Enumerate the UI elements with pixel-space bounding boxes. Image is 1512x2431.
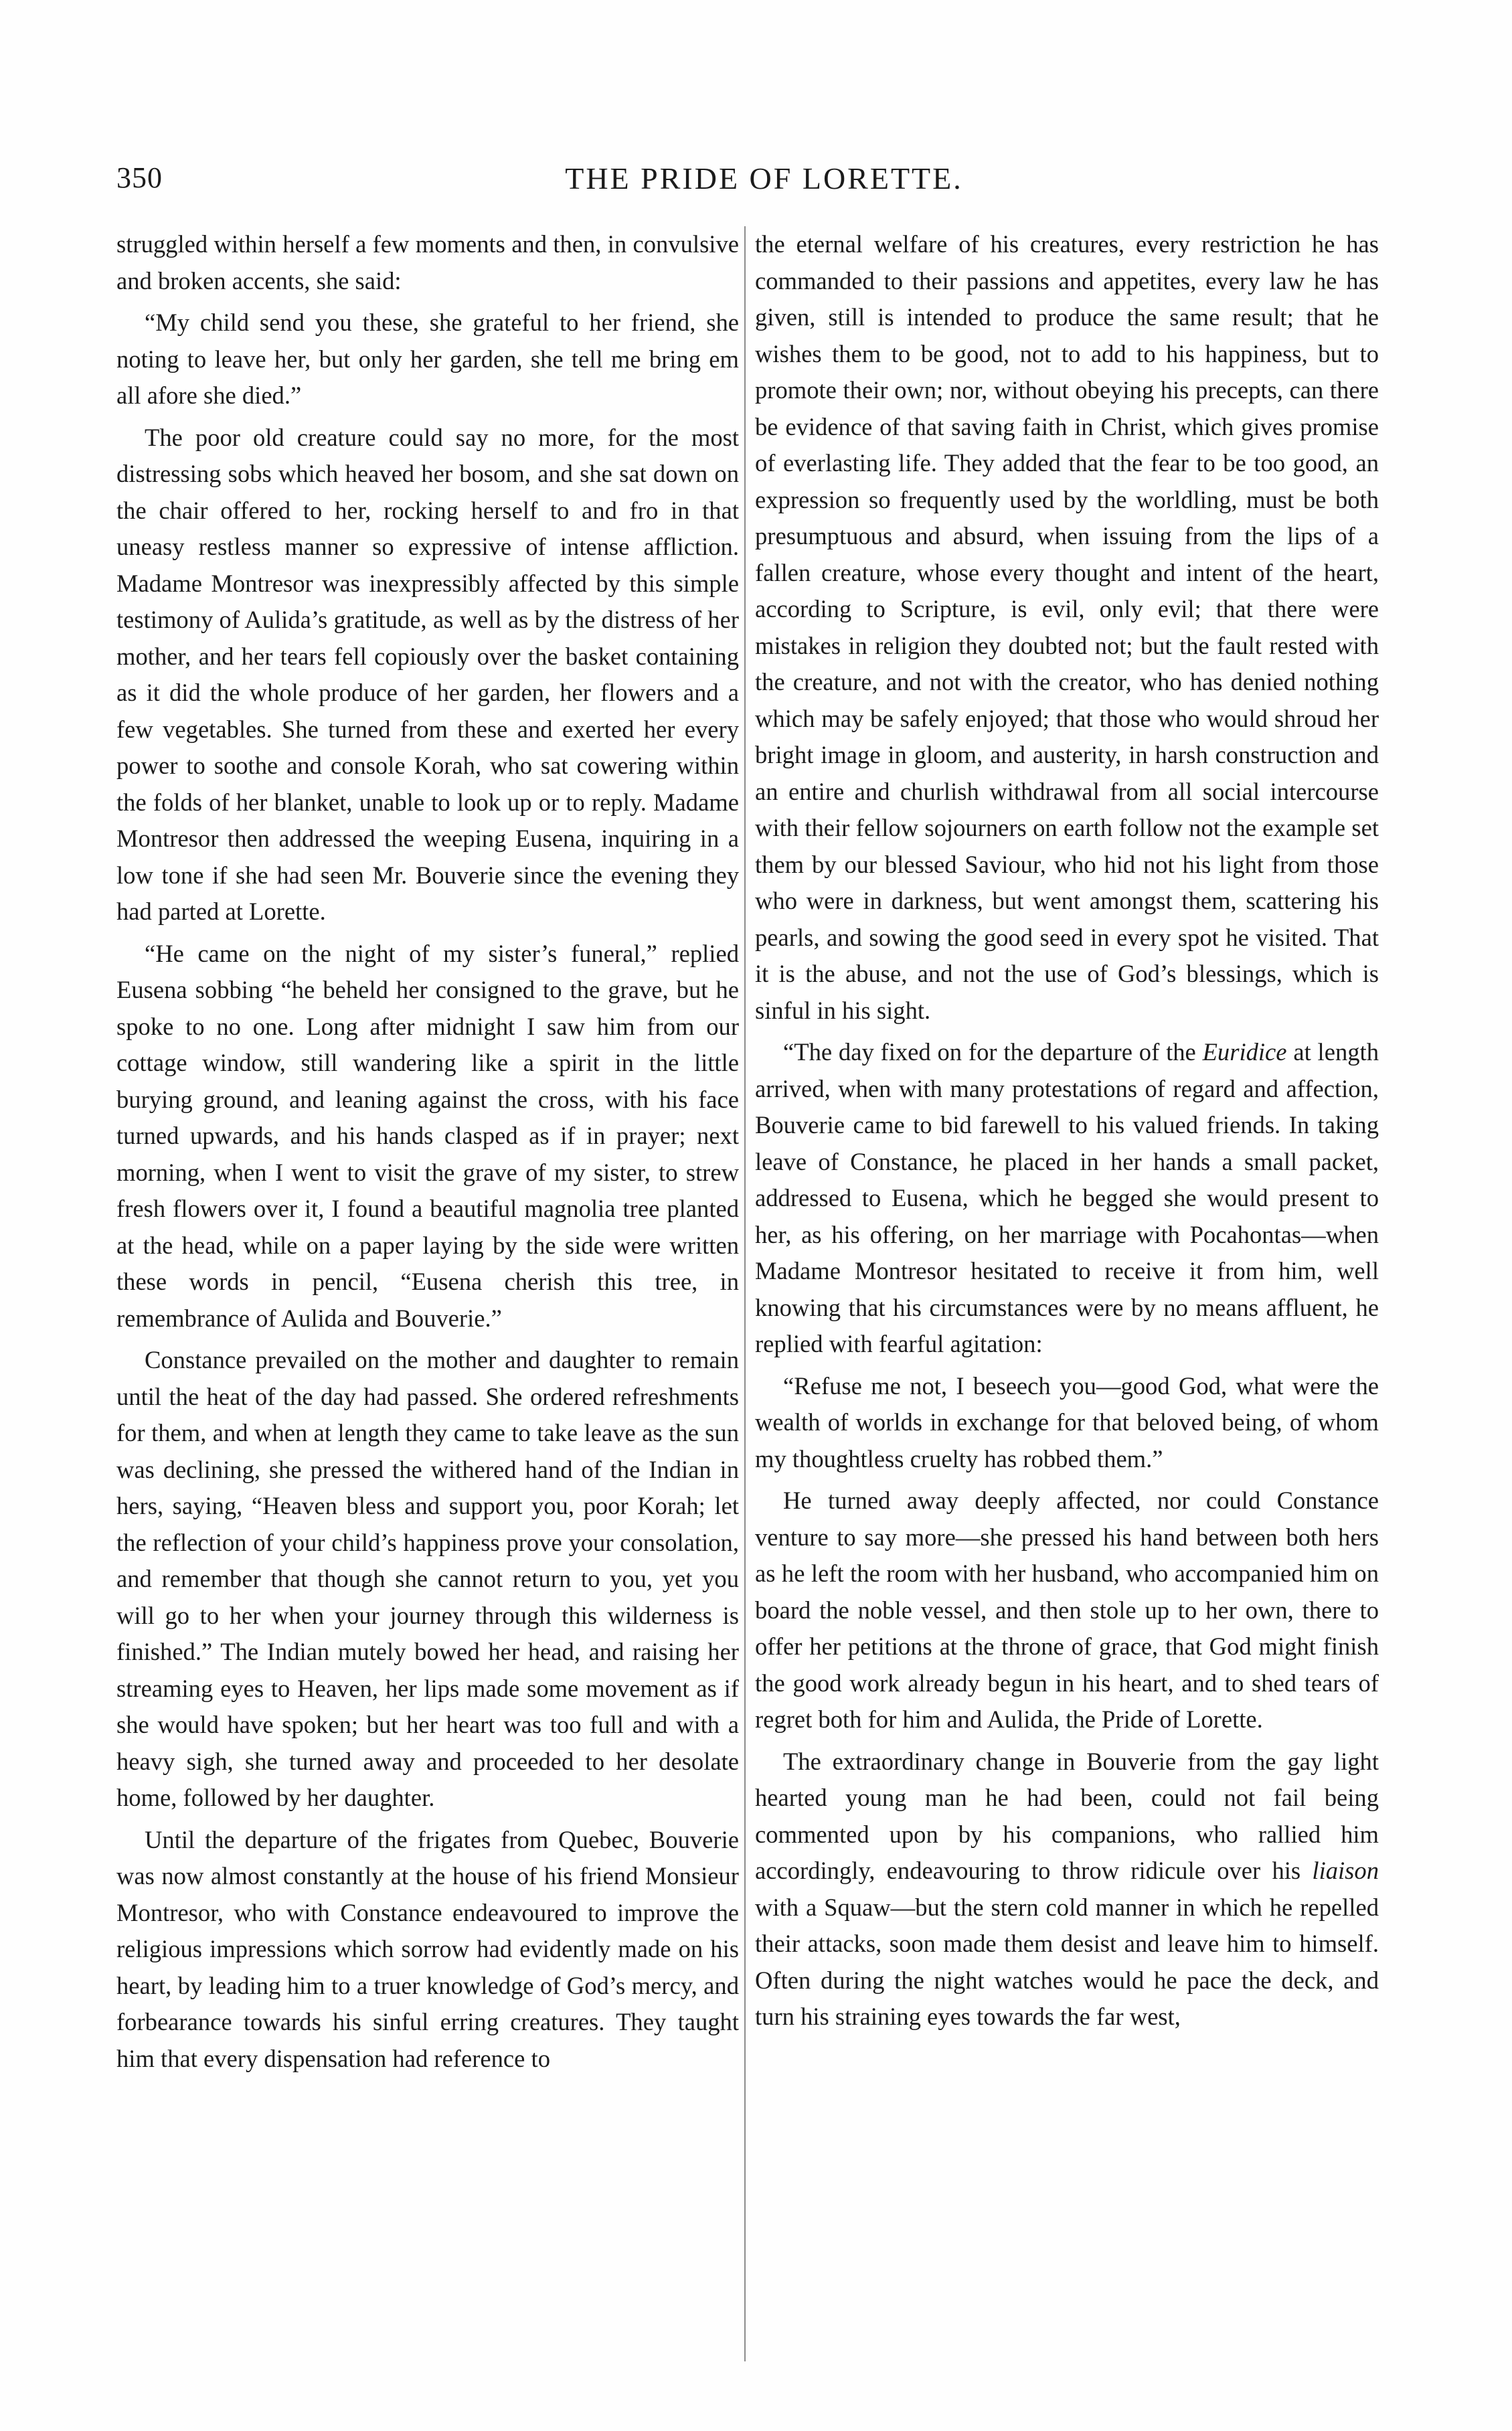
paragraph: Constance prevailed on the mother and daughter to remain until the heat of the day had passed. She ordered refreshments for them, and when at length they came to take leave as the sun was declining, she pressed the withered hand of the Indian in hers, saying, “Heaven bless and support you, poor Korah; let the reflection of your child’s happiness prove your consolation, and remember that though she cannot return to you, yet you will go to her when your journey through this wilderness is finished.” The Indian mutely bowed her head, and raising her streaming eyes to Heaven, her lips made some movement as if she would have spoken; but her heart was too full and with a heavy sigh, she turned away and proceeded to her desolate home, followed by her daughter. bbox=[116, 1346, 739, 1811]
ship-name: Euridice bbox=[1202, 1038, 1287, 1066]
paragraph: Until the departure of the frigates from Quebec, Bouverie was now almost constantly at the house of his friend Monsieur Montresor, who with Constance endeavoured to improve the religious impressions which sorrow had evidently made on his heart, by leading him to a truer knowledge of God’s mercy, and forbearance towards his sinful erring creatures. They taught him that every dispensation had reference to bbox=[116, 1825, 739, 2072]
paragraph bbox=[755, 1034, 1379, 1363]
text-run: at length arrived, when with many protestations of regard and affection, Bouverie came to bid farewell to his valued friends. In taking leave of Constance, he placed in her hands a small packet, addressed to Eusena, which he begged she would present to her, as his offering, on her marriage with Pocahontas—when Madame Montresor hesitated to receive it from him, well knowing that his circumstances were by no means affluent, he replied with fearful agitation: bbox=[755, 1038, 1379, 1357]
left-column bbox=[116, 226, 739, 2077]
paragraph: “My child send you these, she grateful to her friend, she noting to leave her, but only her garden, she tell me bring em all afore she died.” bbox=[116, 309, 739, 409]
running-head bbox=[116, 161, 1412, 207]
paragraph: He turned away deeply affected, nor could Constance venture to say more—she pressed his hand between both hers as he left the room with her husband, who accompanied him on board the noble vessel, and then stole up to her own, there to offer her petitions at the throne of grace, that God might finish the good work already begun in his heart, and to shed tears of regret both for him and Aulida, the Pride of Lorette. bbox=[755, 1487, 1379, 1733]
text-run: “The day fixed on for the departure of the bbox=[783, 1038, 1203, 1066]
paragraph bbox=[755, 1744, 1379, 2035]
paragraph: “Refuse me not, I beseech you—good God, what were the wealth of worlds in exchange for that beloved being, of whom my thoughtless cruelty has robbed them.” bbox=[755, 1371, 1379, 1473]
page-number: 350 bbox=[116, 161, 163, 194]
paragraph: “He came on the night of my sister’s funeral,” replied Eusena sobbing “he beheld her consigned to the grave, but he spoke to no one. Long after midnight I saw him from our cottage window, still wandering like a spirit in the little burying ground, and leaning against the cross, with his face turned upwards, and his hands clasped as if in prayer; next morning, when I went to visit the grave of my sister, to strew fresh flowers over it, I found a beautiful magnolia tree planted at the head, while on a paper laying by the side were written these words in pencil, “Eusena cherish this tree, in remembrance of Aulida and Bouverie.” bbox=[116, 939, 739, 1332]
text-run: with a Squaw—but the stern cold manner in which he repelled their attacks, soon made them desist and leave him to himself. Often during the night watches would he pace the deck, and turn his straining eyes towards the far west, bbox=[755, 1893, 1379, 2030]
text-run: The extraordinary change in Bouverie from the gay light hearted young man he had been, could not fail being commented upon by his companions, who rallied him accordingly, endeavouring to throw ridicule over his bbox=[755, 1747, 1379, 1884]
paragraph: The poor old creature could say no more, for the most distressing sobs which heaved her bosom, and she sat down on the chair offered to her, rocking herself to and fro in that uneasy restless manner so expressive of intense affliction. Madame Montresor was inexpressibly affected by this simple testimony of Aulida’s gratitude, as well as by the distress of her mother, and her tears fell copiously over the basket containing as it did the whole produce of her garden, her flowers and a few vegetables. She turned from these and exerted her every power to soothe and console Korah, who sat cowering within the folds of her blanket, unable to look up or to reply. Madame Montresor then addressed the weeping Eusena, inquiring in a low tone if she had seen Mr. Bouverie since the evening they had parted at Lorette. bbox=[116, 423, 739, 925]
right-column bbox=[755, 226, 1379, 2035]
paragraph: the eternal welfare of his creatures, every restriction he has commanded to their passions and appetites, every law he has given, still is intended to produce the same result; that he wishes them to be good, not to add to his happiness, but to promote their own; nor, without obeying his precepts, can there be evidence of that saving faith in Christ, which gives promise of everlasting life. They added that the fear to be too good, an expression so frequently used by the worldling, must be both presumptuous and absurd, when issuing from the lips of a fallen creature, whose every thought and intent of the heart, according to Scripture, is evil, only evil; that there were mistakes in religion they doubted not; but the fault rested with the creature, and not with the creator, who has denied nothing which may be safely enjoyed; that those who would shroud her bright image in gloom, and austerity, in harsh construction and an entire and churlish withdrawal from all social intercourse with their fellow sojourners on earth follow not the example set them by our blessed Saviour, who hid not his light from those who were in darkness, but went amongst them, scattering his pearls, and sowing the good seed in every spot he visited. That it is the abuse, and not the use of God’s blessings, which is sinful in his sight. bbox=[755, 230, 1379, 1024]
paragraph: struggled within herself a few moments and then, in convulsive and broken accents, she said: bbox=[116, 230, 739, 295]
italic-word: liaison bbox=[1312, 1857, 1379, 1884]
running-title: THE PRIDE OF LORETTE. bbox=[565, 161, 963, 195]
column-divider bbox=[744, 226, 746, 2361]
